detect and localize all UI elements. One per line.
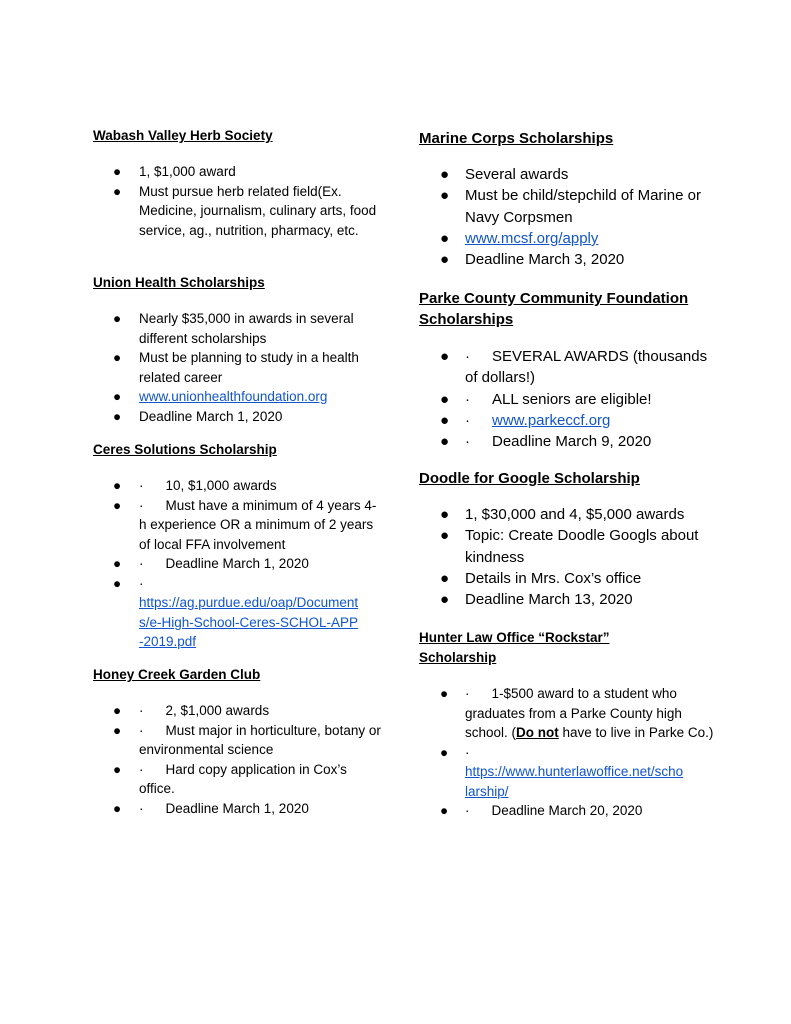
bullet-list [419,164,719,270]
section-heading: Ceres Solutions Scholarship [93,442,277,457]
list-item: ● Deadline March 3, 2020 [440,251,625,269]
section-wabash [93,126,383,240]
list-item: ● · Deadline March 20, 2020 [440,803,643,818]
bullet-list [93,476,383,652]
list-item: ● Topic: Create Doodle Googls about kindness [440,527,699,566]
section-union [93,273,383,426]
list-item: ● · www.parkeccf.org [440,411,611,429]
list-item: ● · Must have a minimum of 4 years 4-h experience OR a minimum of 2 years of local FFA involvement [113,497,377,552]
section-heading: Hunter Law Office “Rockstar” Scholarship [419,630,610,665]
list-item: ● Several awards [440,166,569,183]
list-item: ● Details in Mrs. Cox’s office [440,569,642,587]
bullet-list [419,346,719,452]
hunter-link[interactable]: https://www.hunterlawoffice.net/scho larship/ [465,764,684,799]
list-item: ● · Deadline March 1, 2020 [113,800,309,816]
ceres-link[interactable]: https://ag.purdue.edu/oap/Document s/e-High-School-Ceres-SCHOL-APP -2019.pdf [139,595,359,649]
section-heading: Parke County Community Foundation Scholarships [419,290,689,328]
bullet-list [419,684,719,821]
list-item: ● · https://www.hunterlawoffice.net/scho larship/ [419,743,719,802]
list-item: ● · ALL seniors are eligible! [440,390,652,408]
list-item: ● Deadline March 1, 2020 [113,408,283,424]
section-marine [419,128,719,270]
list-item: ● · Deadline March 1, 2020 [113,556,309,571]
section-heading: Union Health Scholarships [93,275,265,290]
list-item: ● · Hard copy application in Cox’s office. [113,761,347,796]
list-item: ● · https://ag.purdue.edu/oap/Document s/e-High-School-Ceres-SCHOL-APP -2019.pdf [93,574,383,652]
bullet-list [93,701,383,818]
section-heading: Doodle for Google Scholarship [419,470,640,487]
section-heading: Wabash Valley Herb Society [93,128,273,143]
section-ceres [93,440,383,652]
section-honey [93,665,383,818]
list-item: ● Nearly $35,000 in awards in several different scholarships [113,311,354,346]
list-item: ● 1, $30,000 and 4, $5,000 awards [440,506,685,523]
bullet-list [93,162,383,240]
list-item: ● 1, $1,000 award [113,164,236,179]
list-item: ● · Deadline March 9, 2020 [440,433,652,451]
section-heading: Marine Corps Scholarships [419,130,614,147]
list-item: ● · SEVERAL AWARDS (thousands of dollars!) [440,348,708,387]
list-item: ● · 10, $1,000 awards [113,478,277,493]
list-item: ● www.mcsf.org/apply [440,229,599,247]
list-item: ● Must pursue herb related field(Ex. Medicine, journalism, culinary arts, food service, ag., nutrition, pharmacy, etc. [113,183,377,238]
bullet-list [419,504,719,610]
list-item: ● Deadline March 13, 2020 [440,591,633,609]
union-link[interactable]: www.unionhealthfoundation.org [139,389,328,404]
section-hunter [419,628,719,821]
list-item: ● · 1-$500 award to a student who graduates from a Parke County high school. (Do not have to live in Parke Co.) [440,686,714,740]
parke-link[interactable]: www.parkeccf.org [492,411,611,429]
list-item: ● · Must major in horticulture, botany or environmental science [113,722,381,757]
list-item: ● www.unionhealthfoundation.org [113,389,328,404]
list-item: ● Must be child/stepchild of Marine or Navy Corpsmen [440,187,701,226]
marine-link[interactable]: www.mcsf.org/apply [465,229,599,247]
list-item: ● Must be planning to study in a health related career [113,350,359,385]
list-item: ● · 2, $1,000 awards [113,703,270,718]
section-heading: Honey Creek Garden Club [93,667,261,682]
bullet-list [93,309,383,426]
section-parke [419,288,719,452]
section-doodle [419,468,719,610]
